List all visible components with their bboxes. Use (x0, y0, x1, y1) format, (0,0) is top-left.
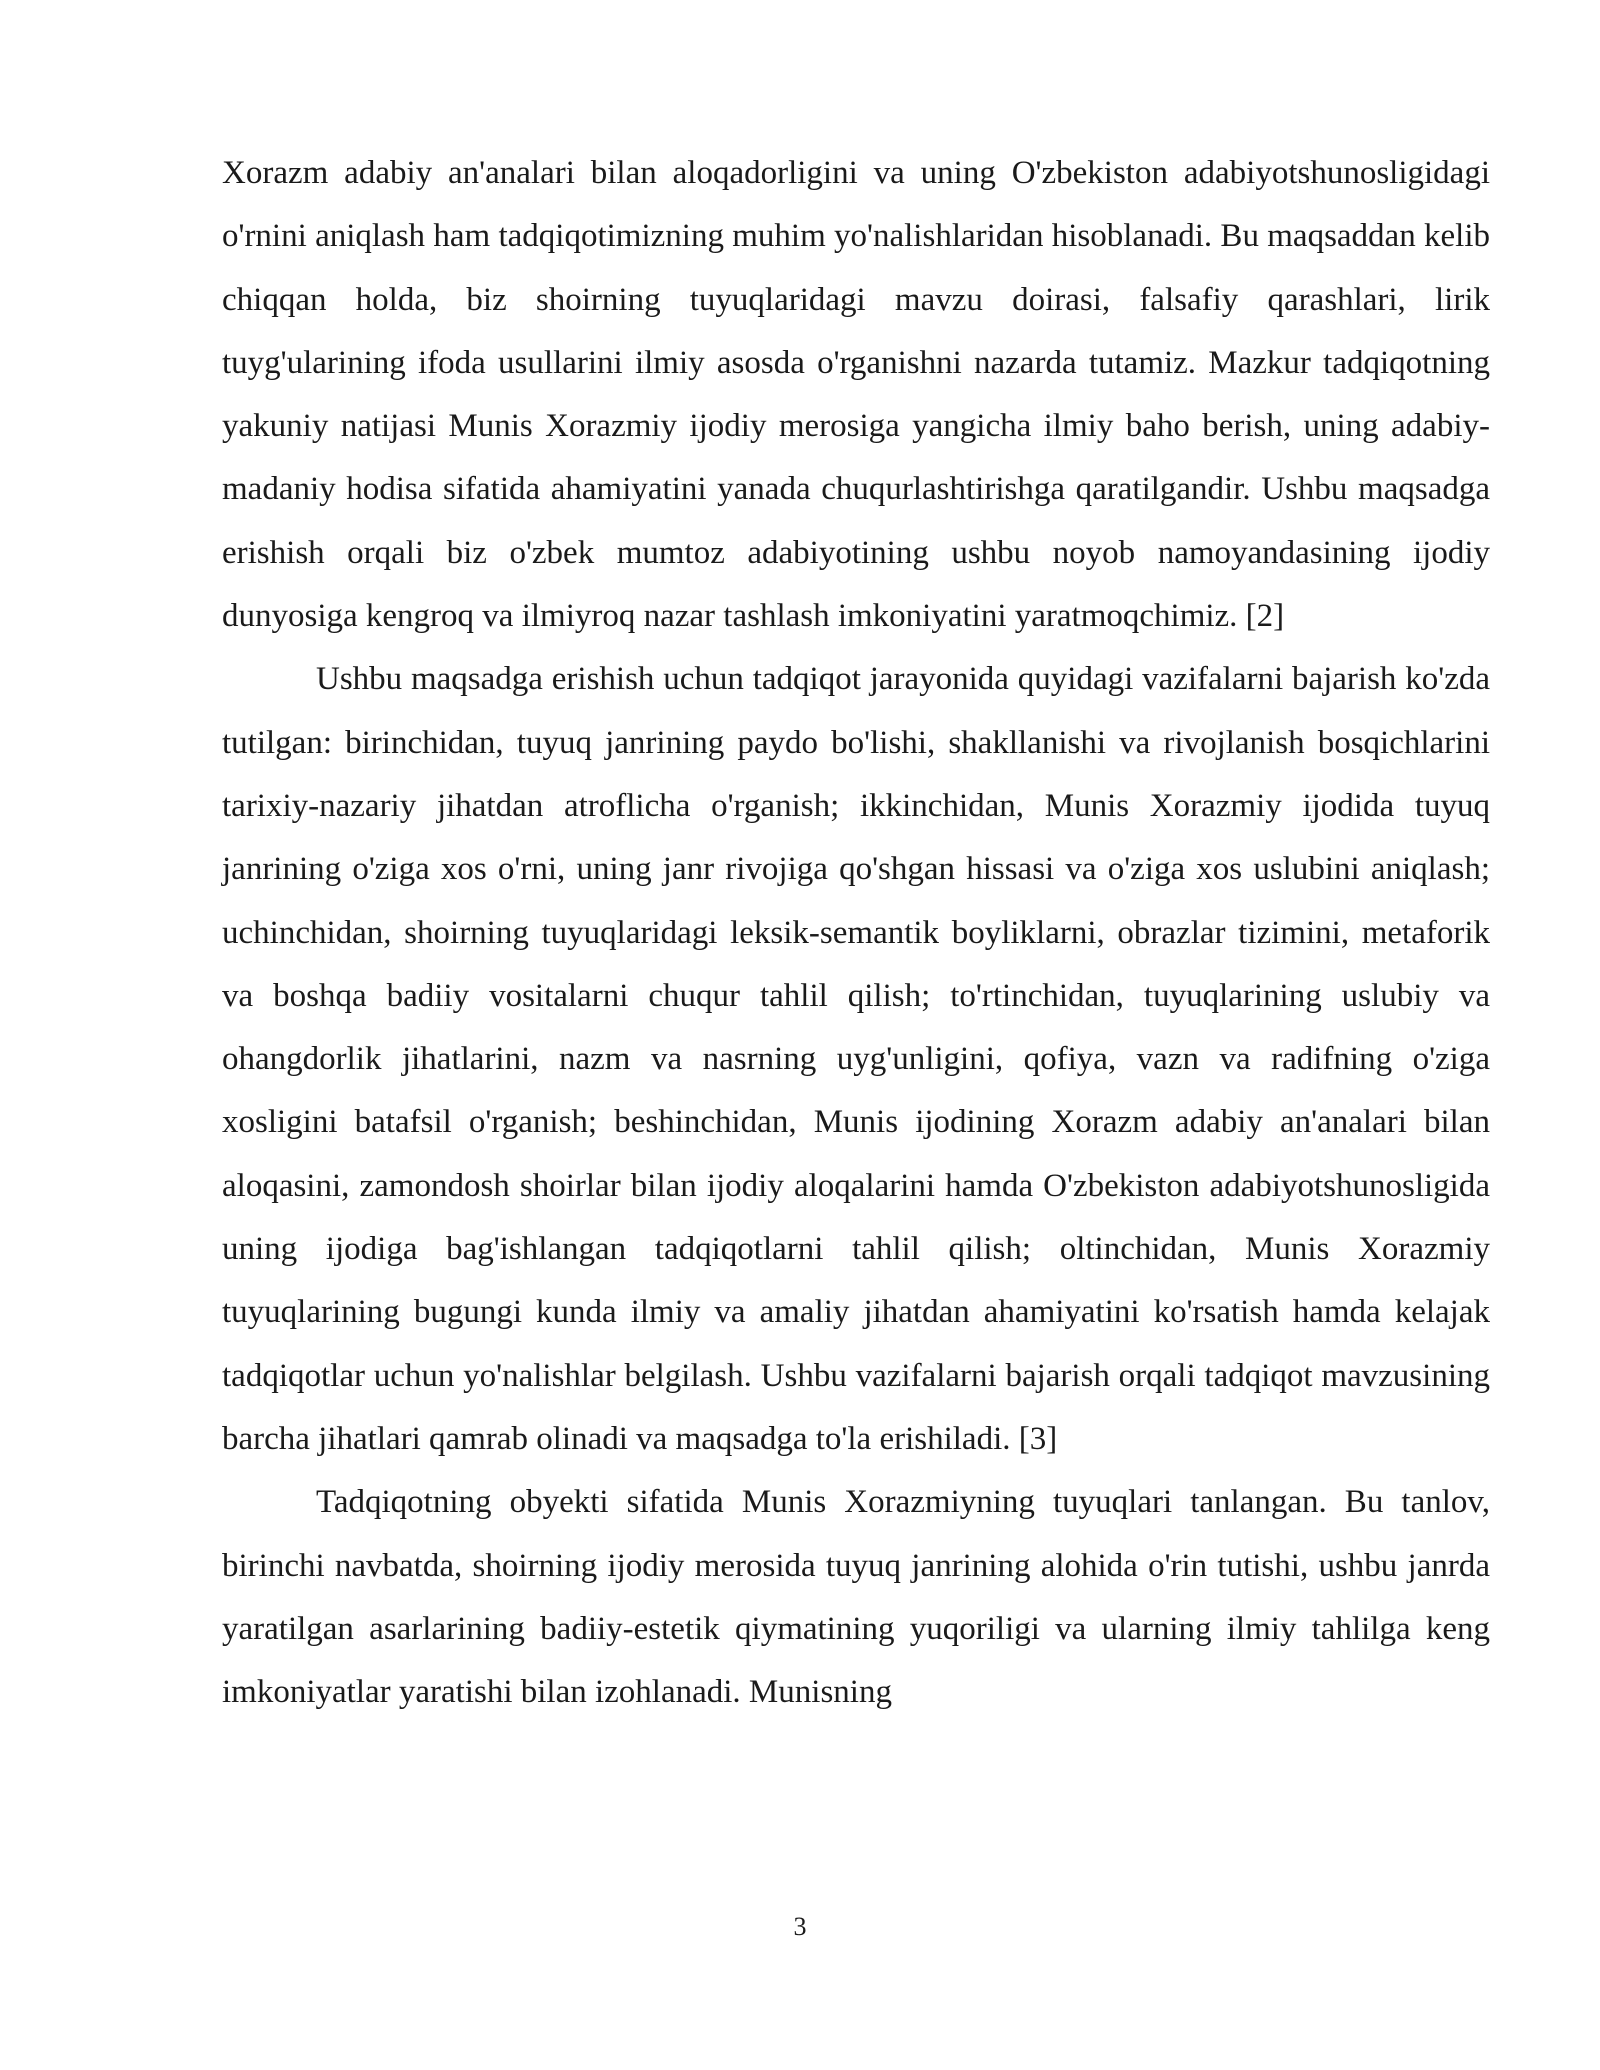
body-text (222, 142, 1490, 1724)
page-number: 3 (793, 1912, 807, 1941)
paragraph-tasks: Ushbu maqsadga erishish uchun tadqiqot jarayonida quyidagi vazifalarni bajarish ko'zda tutilgan: birinchidan, tuyuq janrining paydo bo'lishi, shakllanishi va rivojlanish bosqichlarini tarixiy-nazariy jihatdan atroflicha o'rganish; ikkinchidan, Munis Xorazmiy ijodida tuyuq janrining o'ziga xos o'rni, uning janr rivojiga qo'shgan hissasi va o'ziga xos uslubini aniqlash; uchinchidan, shoirning tuyuqlaridagi leksik-semantik boyliklarni, obrazlar tizimini, metaforik va boshqa badiiy vositalarni chuqur tahlil qilish; to'rtinchidan, tuyuqlarining uslubiy va ohangdorlik jihatlarini, nazm va nasrning uyg'unligini, qofiya, vazn va radifning o'ziga xosligini batafsil o'rganish; beshinchidan, Munis ijodining Xorazm adabiy an'analari bilan aloqasini, zamondosh shoirlar bilan ijodiy aloqalarini hamda O'zbekiston adabiyotshunosligida uning ijodiga bag'ishlangan tadqiqotlarni tahlil qilish; oltinchidan, Munis Xorazmiy tuyuqlarining bugungi kunda ilmiy va amaliy jihatdan ahamiyatini ko'rsatish hamda kelajak tadqiqotlar uchun yo'nalishlar belgilash. Ushbu vazifalarni bajarish orqali tadqiqot mavzusining barcha jihatlari qamrab olinadi va maqsadga to'la erishiladi. [3] (222, 661, 1490, 1457)
paragraph-research-object: Tadqiqotning obyekti sifatida Munis Xorazmiyning tuyuqlari tanlangan. Bu tanlov, birinchi navbatda, shoirning ijodiy merosida tuyuq janrining alohida o'rin tutishi, ushbu janrda yaratilgan asarlarining badiiy-estetik qiymatining yuqoriligi va ularning ilmiy tahlilga keng imkoniyatlar yaratishi bilan izohlanadi. Munisning (222, 1484, 1490, 1711)
paragraph-continuation: Xorazm adabiy an'analari bilan aloqadorligini va uning O'zbekiston adabiyotshunosligidagi o'rnini aniqlash ham tadqiqotimizning muhim yo'nalishlaridan hisoblanadi. Bu maqsaddan kelib chiqqan holda, biz shoirning tuyuqlaridagi mavzu doirasi, falsafiy qarashlari, lirik tuyg'ularining ifoda usullarini ilmiy asosda o'rganishni nazarda tutamiz. Mazkur tadqiqotning yakuniy natijasi Munis Xorazmiy ijodiy merosiga yangicha ilmiy baho berish, uning adabiy-madaniy hodisa sifatida ahamiyatini yanada chuqurlashtirishga qaratilgandir. Ushbu maqsadga erishish orqali biz o'zbek mumtoz adabiyotining ushbu noyob namoyandasining ijodiy dunyosiga kengroq va ilmiyroq nazar tashlash imkoniyatini yaratmoqchimiz. [2] (222, 155, 1490, 635)
